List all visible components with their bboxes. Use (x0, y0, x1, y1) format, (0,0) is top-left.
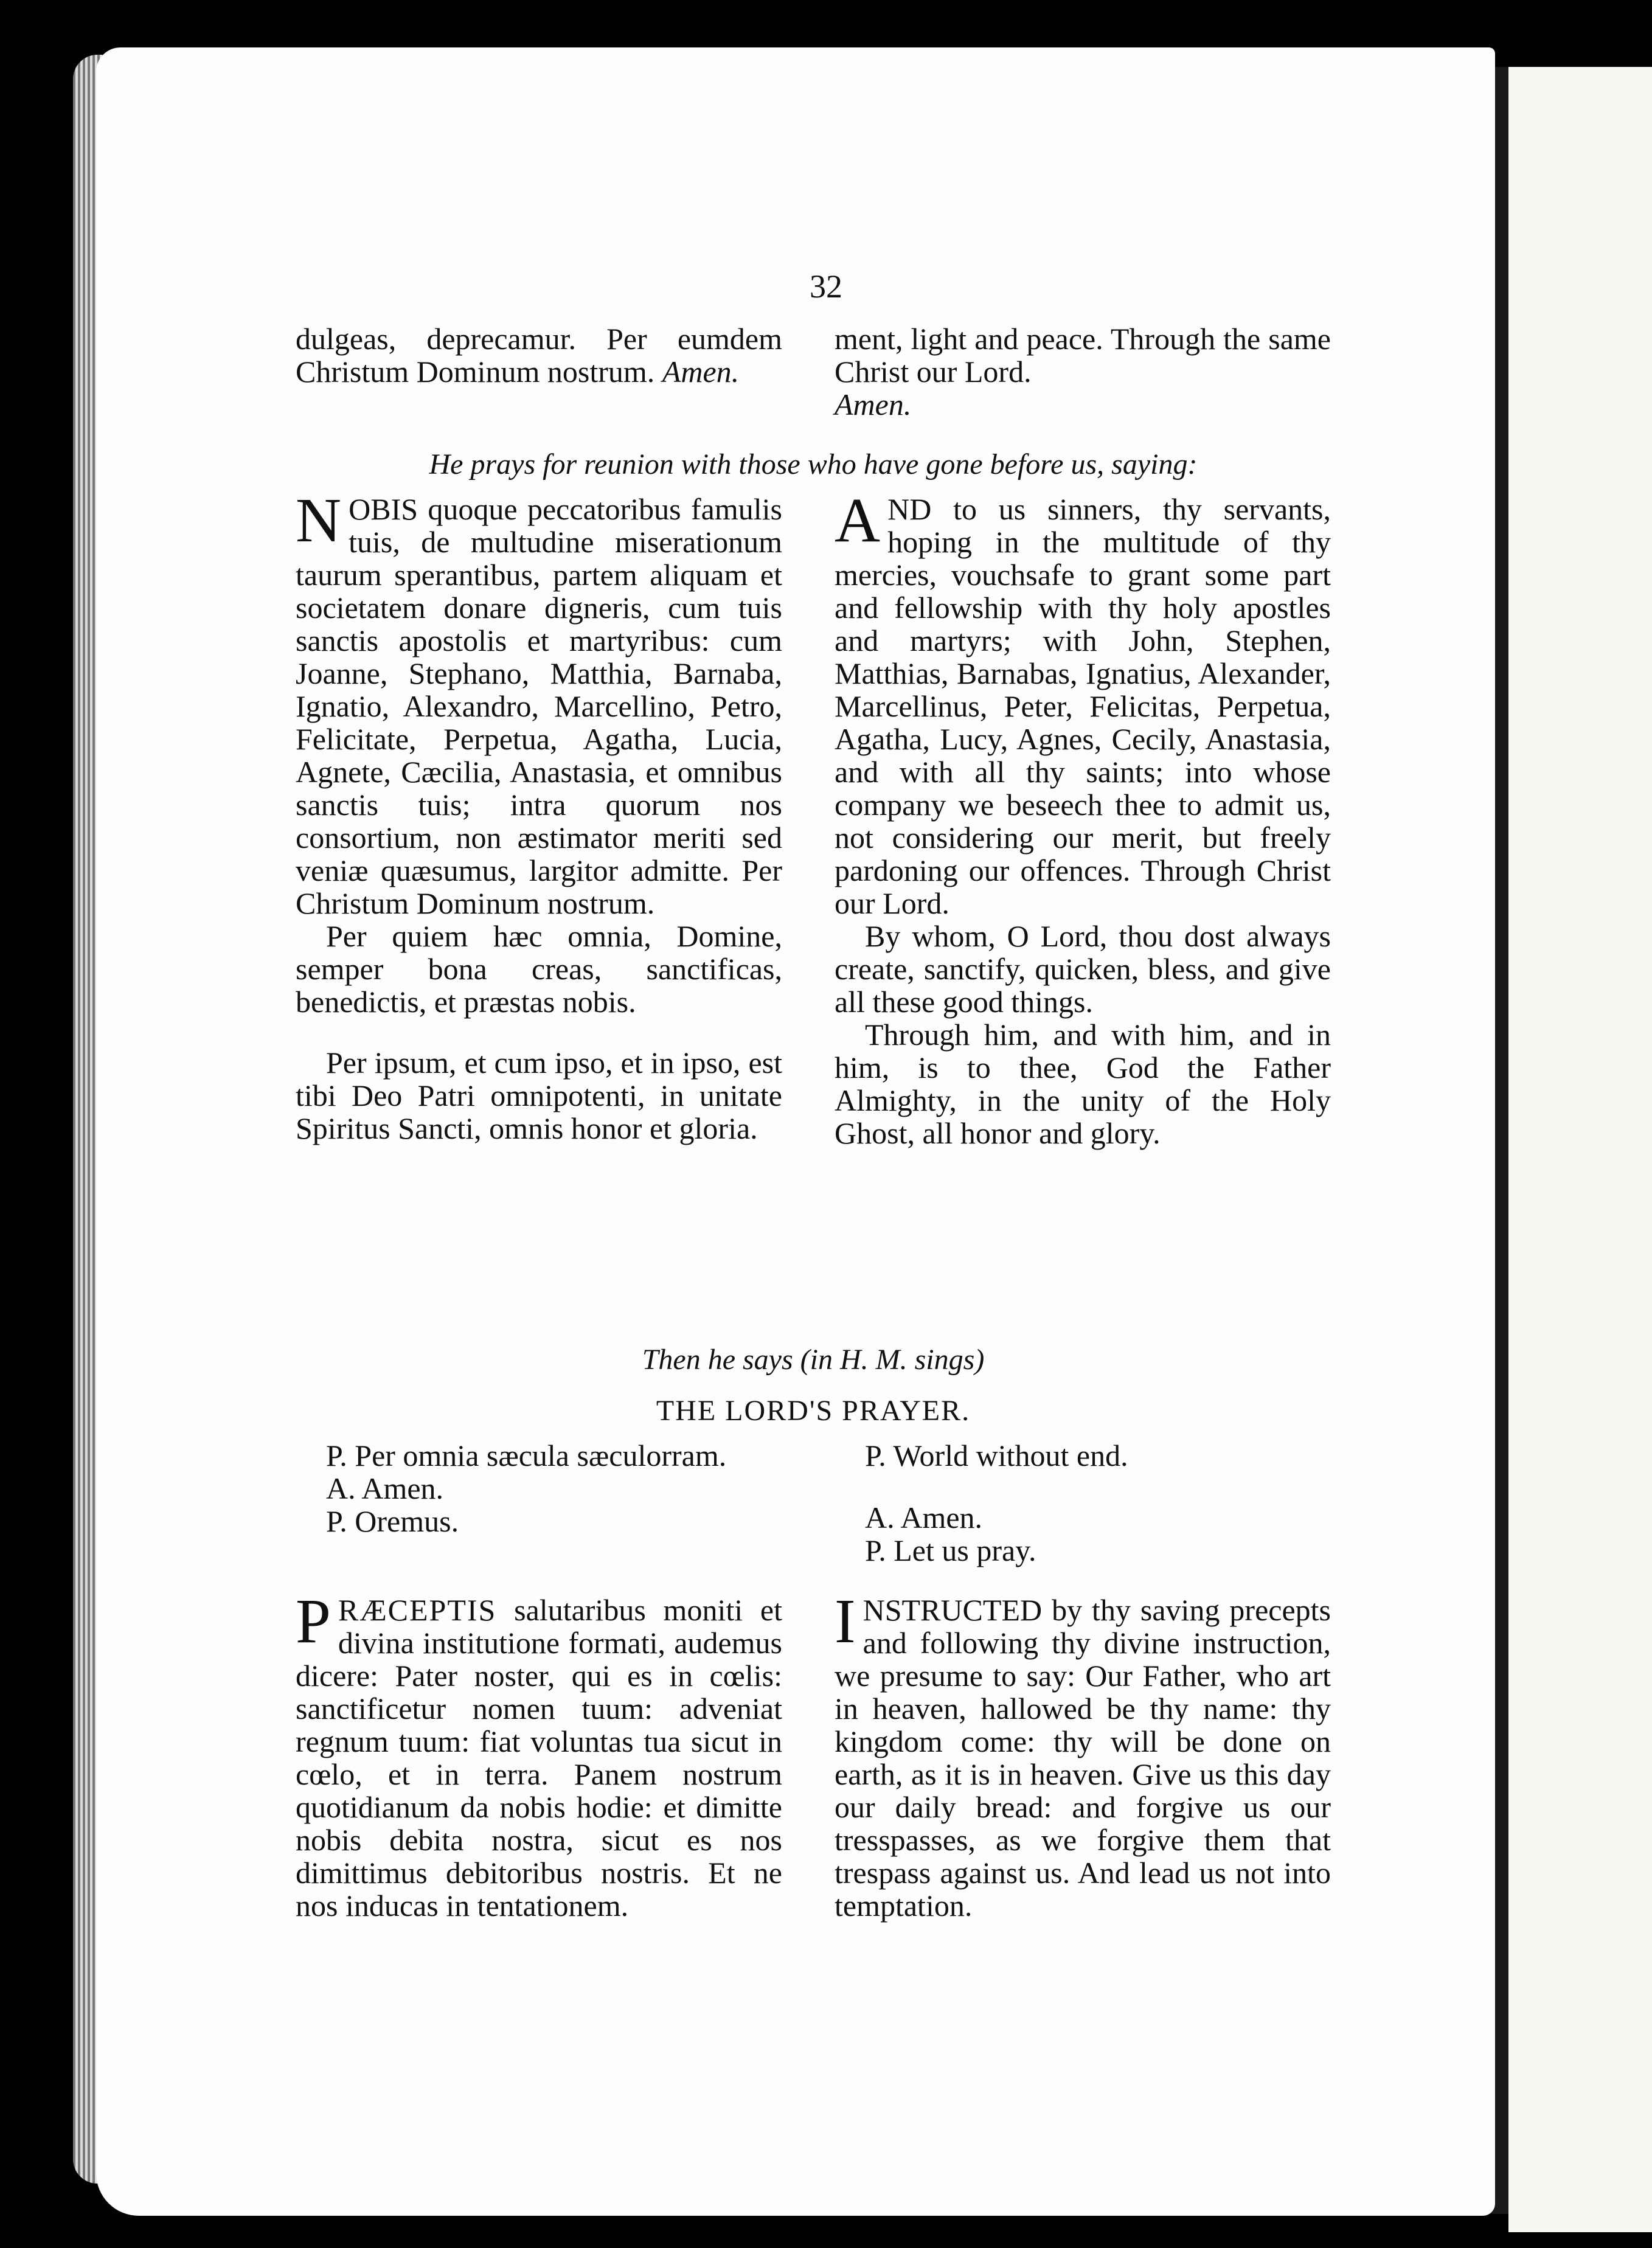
latin-versicles (296, 1439, 782, 1538)
latin-nobis-quoque (296, 485, 782, 1145)
english-dropcap-a: A (835, 485, 881, 555)
rubric-then-he-says: Then he says (in H. M. sings) (642, 1344, 985, 1376)
english-our-father: by thy saving precepts and following thy divine instruction, we presume to say: Our Father, who art in heaven, hallowed be thy name: thy kingdom come: thy will be done on earth, as it is in heaven. Give us this day our daily bread: and forgive us our tresspasses, as we forgive them that trespass against us. And lead us not into temptation. (835, 1593, 1331, 1923)
heading-lords-prayer: THE LORD'S PRAYER. (656, 1395, 971, 1427)
english-continuation (835, 322, 1331, 421)
facing-page (1508, 67, 1652, 2232)
english-instructed-caps: NSTRUCTED (862, 1593, 1043, 1627)
latin-praeceptis (296, 1586, 782, 1923)
latin-versicle-p1: P. Per omnia sæcula sæculorram. (326, 1438, 727, 1473)
latin-dropcap-p: P (296, 1586, 331, 1656)
english-versicles (835, 1439, 1331, 1567)
english-dropcap-i: I (835, 1586, 856, 1656)
latin-versicle-amen: A. Amen. (326, 1471, 444, 1505)
latin-nobis-text: OBIS quoque peccatoribus famulis tuis, de multudine miserationum taurum sperantibus, partem aliquam et societatem donare digneris, cum tuis sanctis apostolis et martyribus: cum Joanne, Stephano, Matthia, Barnaba, Ignatio, Alexandro, Marcellino, Petro, Felicitate, Perpetua, Agatha, Lucia, Agnete, Cæcilia, Anastasia, et omnibus sanctis tuis; intra quorum nos consortium, non æstimator meriti sed veniæ quæsumus, largitor admitte. Per Christum Dominum nostrum. (296, 492, 782, 920)
latin-dropcap-n: N (296, 485, 342, 555)
latin-per-quem: Per quiem hæc omnia, Domine, semper bona creas, sanctificas, benedictis, et præstas nobis. (296, 919, 782, 1019)
english-by-whom: By whom, O Lord, thou dost always create, sanctify, quicken, bless, and give all these good things. (835, 919, 1331, 1019)
latin-versicle-oremus: P. Oremus. (326, 1504, 459, 1538)
english-versicle-amen: A. Amen. (865, 1500, 983, 1535)
latin-per-ipsum: Per ipsum, et cum ipso, et in ipso, est tibi Deo Patri omnipotenti, in unitate Spiritus Sancti, omnis honor et gloria. (296, 1046, 782, 1145)
latin-continuation (296, 322, 782, 388)
english-nobis-text: ND to us sinners, thy servants, hoping in the multitude of thy mercies, vouchsafe to grant some part and fellowship with thy holy apostles and martyrs; with John, Stephen, Matthias, Barnabas, Ignatius, Alexander, Marcellinus, Peter, Felicitas, Perpetua, Agatha, Lucy, Agnes, Cecily, Anastasia, and with all thy saints; into whose company we beseech thee to admit us, not considering our merit, but freely pardoning our offences. Through Christ our Lord. (835, 492, 1331, 920)
english-continuation-text: ment, light and peace. Through the same Christ our Lord. (835, 322, 1331, 389)
latin-praeceptis-caps: RÆCEPTIS (338, 1593, 497, 1627)
latin-pater-noster: salutaribus moniti et divina institutione formati, audemus dicere: Pater noster, qui es in cœlis: sanctificetur nomen tuum: adveniat regnum tuum: fiat voluntas tua sicut in cœlo, et in terra. Panem nostrum quotidianum da nobis hodie: et dimitte nobis debita nostra, sicut es nos dimittimus debitoribus nostris. Et ne nos inducas in tentationem. (296, 1593, 782, 1923)
english-amen: Amen. (835, 387, 912, 422)
english-nobis-quoque (835, 485, 1331, 1150)
latin-continuation-text: dulgeas, deprecamur. Per eumdem Christum Dominum nostrum. (296, 322, 782, 389)
english-through-him: Through him, and with him, and in him, is to thee, God the Father Almighty, in the unity of the Holy Ghost, all honor and glory. (835, 1018, 1331, 1150)
latin-amen: Amen. (662, 355, 740, 389)
english-versicle-p1: P. World without end. (865, 1438, 1128, 1473)
english-instructed (835, 1586, 1331, 1923)
rubric-reunion: He prays for reunion with those who have gone before us, saying: (429, 448, 1198, 480)
english-versicle-let-us-pray: P. Let us pray. (865, 1533, 1036, 1567)
page-number: 32 (810, 268, 842, 305)
